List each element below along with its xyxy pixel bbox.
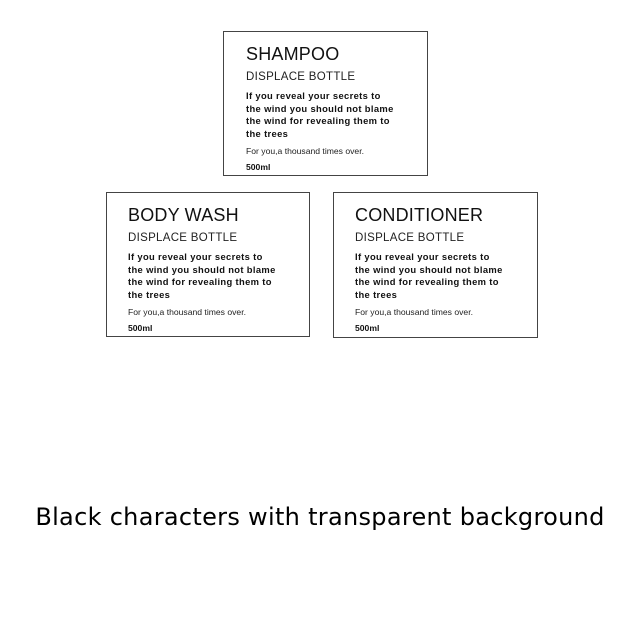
- label-volume: 500ml: [355, 323, 380, 334]
- label-volume: 500ml: [128, 323, 153, 334]
- label-volume: 500ml: [246, 162, 271, 173]
- quote-line: the trees: [246, 127, 289, 139]
- quote-line: If you reveal your secrets to: [246, 90, 381, 101]
- quote-line: the wind you should not blame: [128, 263, 276, 275]
- quote-line: the wind for revealing them to: [355, 276, 499, 288]
- label-quote: [246, 90, 417, 140]
- label-quote: [355, 251, 527, 301]
- label-title: CONDITIONER: [355, 205, 484, 225]
- quote-line: the trees: [355, 288, 398, 300]
- label-shampoo: [223, 31, 428, 176]
- quote-line: If you reveal your secrets to: [128, 251, 263, 262]
- label-subtitle: DISPLACE BOTTLE: [128, 232, 238, 244]
- label-body-wash: [106, 192, 310, 337]
- quote-line: the wind for revealing them to: [246, 115, 390, 127]
- quote-line: the wind you should not blame: [355, 263, 503, 275]
- label-title: SHAMPOO: [246, 44, 340, 64]
- quote-line: the wind you should not blame: [246, 102, 394, 114]
- label-tagline: For you,a thousand times over.: [128, 307, 246, 318]
- label-subtitle: DISPLACE BOTTLE: [246, 71, 356, 83]
- label-tagline: For you,a thousand times over.: [355, 307, 473, 318]
- label-quote: [128, 251, 299, 301]
- label-tagline: For you,a thousand times over.: [246, 146, 364, 157]
- quote-line: the wind for revealing them to: [128, 276, 272, 288]
- label-conditioner: [333, 192, 538, 338]
- quote-line: If you reveal your secrets to: [355, 251, 490, 262]
- quote-line: the trees: [128, 288, 171, 300]
- label-title: BODY WASH: [128, 205, 239, 225]
- label-subtitle: DISPLACE BOTTLE: [355, 232, 465, 244]
- caption-text: Black characters with transparent background: [35, 503, 605, 531]
